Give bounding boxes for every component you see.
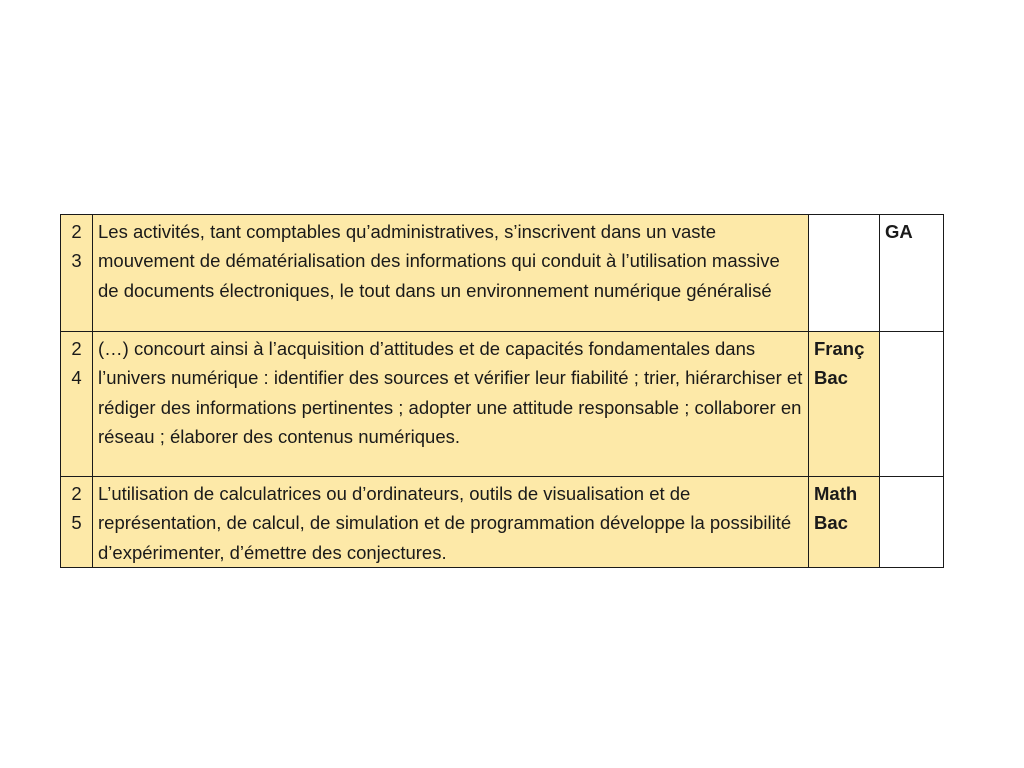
row-text: Les activités, tant comptables qu’administratives, s’inscrivent dans un vaste mouvement de dématérialisation des informations qui conduit à l’utilisation massive de documents électroniques, le tout dans un environnement numérique généralisé [93, 215, 809, 332]
row-number: 2 5 [61, 477, 93, 568]
row-extra [880, 477, 944, 568]
table-row [61, 332, 944, 477]
row-tag: Franç Bac [809, 332, 880, 477]
table-row [61, 477, 944, 568]
row-extra [880, 332, 944, 477]
row-number: 2 3 [61, 215, 93, 332]
quotes-table [60, 214, 944, 568]
row-tag: Math Bac [809, 477, 880, 568]
row-extra: GA [880, 215, 944, 332]
row-text: (…) concourt ainsi à l’acquisition d’attitudes et de capacités fondamentales dans l’univers numérique : identifier des sources et vérifier leur fiabilité ; trier, hiérarchiser et rédiger des informations pertinentes ; adopter une attitude responsable ; collaborer en réseau ; élaborer des contenus numériques. [93, 332, 809, 477]
row-number: 2 4 [61, 332, 93, 477]
row-tag [809, 215, 880, 332]
table-row [61, 215, 944, 332]
row-text: L’utilisation de calculatrices ou d’ordinateurs, outils de visualisation et de représentation, de calcul, de simulation et de programmation développe la possibilité d’expérimenter, d’émettre des conjectures. [93, 477, 809, 568]
